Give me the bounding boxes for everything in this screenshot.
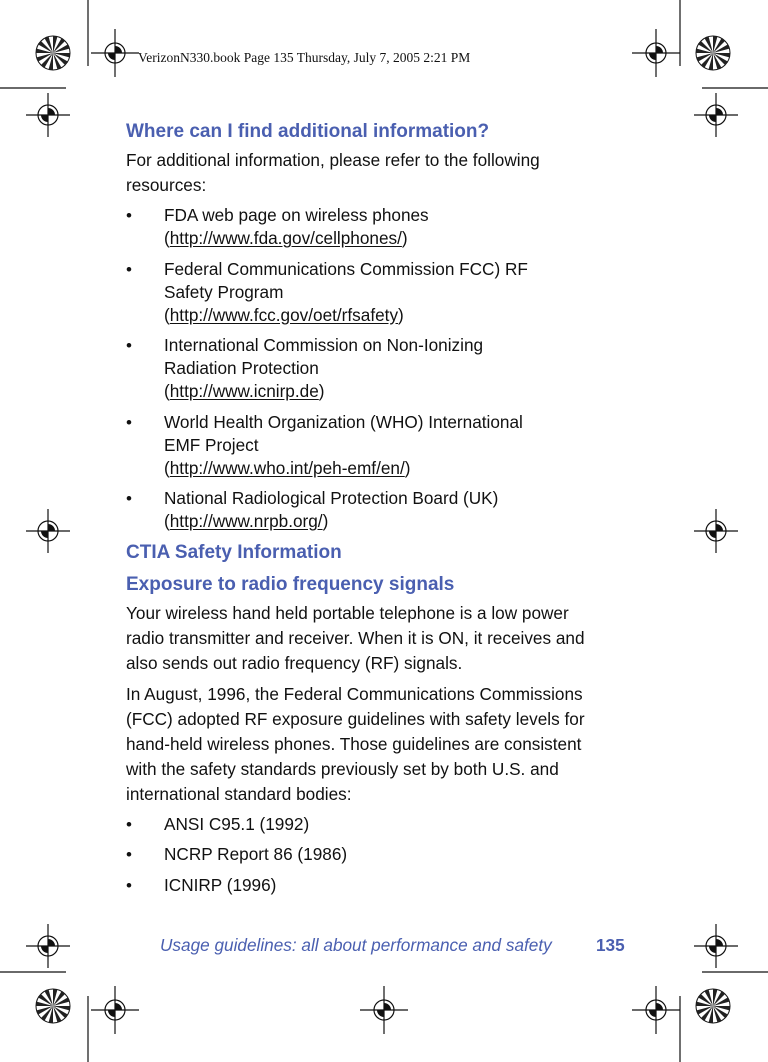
bullet: • [126,412,132,432]
paren: ( [164,381,170,401]
registration-starburst [696,989,730,1023]
standard-item [126,874,636,897]
resource-title-cont: EMF Project [164,434,259,455]
standard-item [126,843,636,866]
paren: ) [398,304,404,325]
bullet: • [126,814,132,834]
main-content [126,120,636,904]
registration-crosshair [694,93,738,137]
bullet: • [126,489,132,508]
resource-link[interactable]: http://www.icnirp.de [169,381,319,401]
paren: ) [404,457,411,478]
resource-list [126,204,636,533]
registration-crosshair [91,29,139,77]
resource-title: FDA web page on wireless phones [164,205,429,225]
page-number: 135 [596,935,625,955]
paragraph-line: (FCC) adopted RF exposure guidelines with safety levels for [126,708,585,729]
standard-item [126,813,636,836]
rf-paragraph-1 [126,601,636,676]
standard-name: ANSI C95.1 (1992) [164,813,310,834]
ctia-heading: CTIA Safety Information [126,541,342,563]
registration-crosshair [694,509,738,553]
registration-crosshair [632,986,680,1034]
additional-info-intro [126,148,636,198]
resource-link[interactable]: http://www.fda.gov/cellphones/ [169,228,402,248]
print-job-header: VerizonN330.book Page 135 Thursday, July 7, 2005 2:21 PM [138,50,471,65]
registration-starburst [696,36,730,70]
paren: ( [164,511,170,531]
rf-exposure-subheading: Exposure to radio frequency signals [126,573,455,595]
bullet: • [126,259,132,279]
intro-line: For additional information, please refer to the following [126,150,540,170]
resource-link[interactable]: http://www.nrpb.org/ [169,511,323,531]
page-footer [160,935,625,956]
rf-paragraph-2 [126,682,636,807]
resource-item [126,411,636,480]
resource-title: World Health Organization (WHO) International [164,411,523,432]
resource-link[interactable]: http://www.fcc.gov/oet/rfsafety [169,304,399,325]
additional-info-heading: Where can I find additional information? [126,121,490,142]
registration-crosshair [632,29,680,77]
paren: ( [164,304,170,325]
resource-title-cont: Radiation Protection [164,358,319,378]
running-title: Usage guidelines: all about performance and safety [160,935,552,955]
resource-title: Federal Communications Commission FCC) RF [164,258,528,279]
resource-item [126,258,636,327]
paragraph-line: Your wireless hand held portable telephone is a low power [126,602,569,623]
resource-title: National Radiological Protection Board (UK) [164,488,499,508]
paragraph-line: In August, 1996, the Federal Communications Commissions [126,683,583,704]
registration-crosshair [91,986,139,1034]
paragraph-line: hand-held wireless phones. Those guidelines are consistent [126,733,582,754]
bullet: • [126,206,132,225]
bullet: • [126,336,132,355]
paren: ( [164,228,170,248]
standard-name: NCRP Report 86 (1986) [164,844,348,864]
paragraph-line: international standard bodies: [126,783,352,804]
resource-link[interactable]: http://www.who.int/peh-emf/en/ [169,457,405,478]
registration-crosshair [26,93,70,137]
paragraph-line: radio transmitter and receiver. When it is ON, it receives and [126,627,585,648]
registration-starburst [36,36,70,70]
intro-line: resources: [126,175,207,195]
standard-name: ICNIRP (1996) [164,874,277,895]
resource-title-cont: Safety Program [164,281,284,302]
bullet: • [126,875,132,895]
resource-item [126,487,636,533]
resource-title: International Commission on Non-Ionizing [164,335,484,355]
paragraph-line: with the safety standards previously set by both U.S. and [126,758,559,779]
paren: ) [322,511,329,531]
registration-crosshair [26,509,70,553]
registration-crosshair [360,986,408,1034]
resource-item [126,334,636,403]
standards-list [126,813,636,897]
paren: ( [164,457,170,478]
paren: ) [318,381,325,401]
registration-starburst [36,989,70,1023]
paragraph-line: also sends out radio frequency (RF) signals. [126,652,463,673]
resource-item [126,204,636,250]
registration-crosshair [26,924,70,968]
registration-crosshair [694,924,738,968]
paren: ) [401,228,408,248]
bullet: • [126,845,132,864]
